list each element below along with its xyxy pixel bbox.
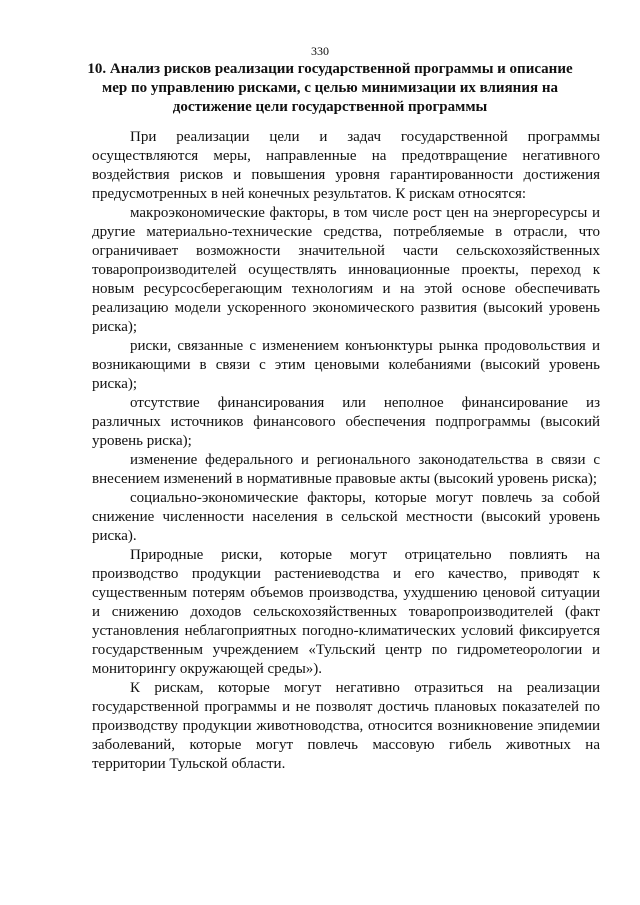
paragraph-natural-risks: Природные риски, которые могут отрицательно повлиять на производство продукции растениеводства и его качество, приводят к существенным потерям объемов производства, ухудшению ценовой ситуации и снижению доходов сельскохозяйственных товаропроизводителей (факт установления неблагоприятных погодно-климатических условий фиксируется государственным учреждением «Тульский центр по гидрометеорологии и мониторингу окружающей среды»). (92, 547, 600, 677)
paragraph-livestock-risks: К рискам, которые могут негативно отразиться на реализации государственной программы и не позволят достичь плановых показателей по производству продукции животноводства, относится возникновение эпидемии заболеваний, которые могут повлечь массовую гибель животных на территории Тульской области. (92, 680, 600, 772)
paragraph-risk-financing: отсутствие финансирования или неполное финансирование из различных источников финансового обеспечения подпрограммы (высокий уровень риска); (92, 395, 600, 449)
paragraph-intro: При реализации цели и задач государственной программы осуществляются меры, направленные на предотвращение негативного воздействия рисков и повышения уровня гарантированности достижения предусмотренных в ней конечных результатов. К рискам относятся: (92, 129, 600, 202)
page-number: 330 (311, 44, 329, 58)
paragraph-risk-legislation: изменение федерального и регионального законодательства в связи с внесением изменений в нормативные правовые акты (высокий уровень риска); (92, 452, 600, 487)
paragraph-risk-macroeconomic: макроэкономические факторы, в том числе рост цен на энергоресурсы и другие материально-технические средства, потребляемые в отрасли, что ограничивает возможности значительной части сельскохозяйственных товаропроизводителей осуществлять инновационные проекты, переход к новым ресурсосберегающим технологиям и на этой основе обеспечивать реализацию модели ускоренного экономического развития (высокий уровень риска); (92, 205, 600, 335)
body-text (92, 128, 600, 774)
paragraph-risk-social: социально-экономические факторы, которые могут повлечь за собой снижение численности населения в сельской местности (высокий уровень риска). (92, 490, 600, 544)
paragraph-risk-market: риски, связанные с изменением конъюнктуры рынка продовольствия и возникающими в связи с этим ценовыми колебаниями (высокий уровень риска); (92, 338, 600, 392)
section-heading: 10. Анализ рисков реализации государственной программы и описание мер по управлению рисками, с целью минимизации их влияния на достижение цели государственной программы (87, 61, 573, 115)
